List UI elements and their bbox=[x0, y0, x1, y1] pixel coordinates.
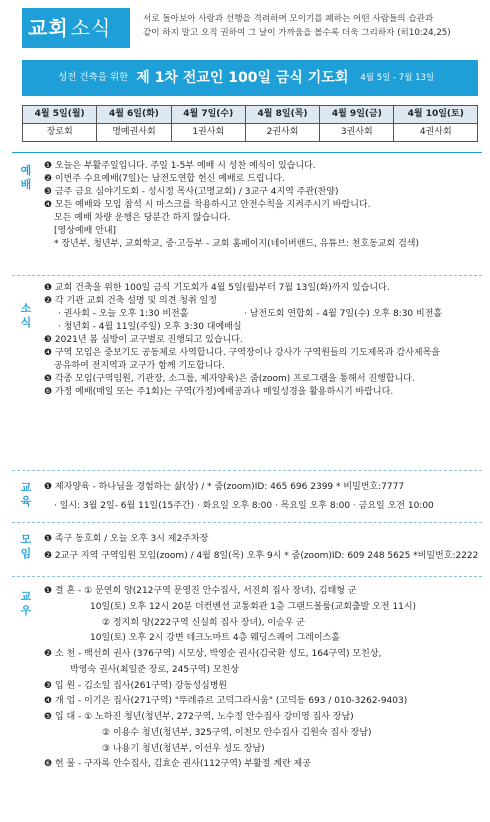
enlist-item-1: ❺ 입 대 - ① 노하진 청년(청년부, 272구역, 노수정 안수집사 강미영 집사 장남) bbox=[44, 712, 354, 722]
title-char: 임 bbox=[20, 546, 32, 560]
worship-body bbox=[44, 160, 484, 251]
scripture-quote bbox=[143, 13, 478, 41]
title-char: 식 bbox=[20, 315, 32, 329]
news-item-4: ❹ 구역 모임은 중보기도 공동체로 사역합니다. 구역장이나 강사가 구역원들의 기도제목과 감사제목을 bbox=[44, 348, 440, 359]
divider bbox=[12, 470, 482, 471]
education-item-1: ❶ 제자양육 - 하나님을 경험하는 삶(상) / * 줌(zoom)ID: 465 696 2399 * 비밀번호:7777 bbox=[44, 482, 405, 492]
header bbox=[0, 0, 490, 60]
divider bbox=[12, 522, 482, 523]
education-item-1b: · 일시: 3월 2일- 6월 11일(15주간) · 화요일 오후 8:00 · 목요일 오후 8:00 · 금요일 오전 10:00 bbox=[54, 501, 434, 512]
wedding-item-1b: 10일(토) 오후 12시 20분 더컨벤션 교통회관 1층 그랜드볼룸(교회출발 오전 11시) bbox=[90, 601, 417, 612]
banner-title: 제 1차 전교인 100일 금식 기도회 bbox=[136, 69, 349, 86]
meeting-body bbox=[44, 533, 484, 563]
divider bbox=[12, 152, 482, 153]
funeral-item: ❷ 소 천 - 백선희 권사 (376구역) 시모상, 박영순 권사(김국환 성도, 164구역) 모친상, bbox=[44, 649, 382, 659]
opening-item: ❹ 개 업 - 이기은 집사(271구역) "뚜레쥬르 고덕그라시움" (고덕동 693 / 010-3262-9403) bbox=[44, 696, 408, 707]
video-worship-heading: [영상예배 안내] bbox=[54, 226, 117, 237]
title-char: 소 bbox=[20, 302, 32, 315]
wedding-item-2b: 10일(토) 오후 2시 강변 테크노마트 4층 웨딩스퀘어 그레이스홀 bbox=[90, 633, 340, 644]
church-news-badge bbox=[22, 8, 130, 48]
news-item-2a bbox=[44, 308, 484, 321]
day-cell: 4월 7일(수) bbox=[171, 106, 245, 124]
banner-pre: 성전 건축을 위한 bbox=[58, 72, 129, 84]
schedule-men: · 남전도회 연합회 - 4월 7일(수) 오후 8:30 비전홀 bbox=[244, 309, 443, 320]
banner-dates: 4월 5일 - 7월 13일 bbox=[360, 72, 435, 83]
prayer-schedule-table bbox=[22, 105, 478, 142]
fellowship-body bbox=[44, 584, 484, 773]
funeral-item-b: 박영숙 권사(최일준 장로, 245구역) 모친상 bbox=[70, 664, 239, 675]
hospital-item: ❸ 입 원 - 김소일 집사(261구역) 강동성심병원 bbox=[44, 680, 228, 691]
title-char: 모 bbox=[20, 533, 32, 546]
day-cell: 4월 5일(월) bbox=[23, 106, 97, 124]
schedule-deaconess: · 권사회 - 오늘 오후 1:30 비전홀 bbox=[58, 309, 189, 320]
table-row bbox=[23, 106, 478, 124]
group-cell: 4권사회 bbox=[394, 124, 478, 142]
fellowship-title bbox=[18, 590, 34, 618]
worship-item-1: ❶ 오늘은 부활주일입니다. 주일 1-5부 예배 시 성찬 예식이 있습니다. bbox=[44, 161, 316, 171]
worship-title bbox=[18, 164, 34, 192]
wedding-item-1: ❶ 결 혼 - ① 문연희 양(212구역 문영진 안수집사, 서진희 집사 장녀), 김태형 군 bbox=[44, 586, 357, 596]
group-cell: 3권사회 bbox=[320, 124, 394, 142]
news-item-6: ❻ 가정 예배(매일 또는 주1회)는 구역(가정)예배공과나 매일성경을 활용하시기 바랍니다. bbox=[44, 387, 394, 398]
group-cell: 장로회 bbox=[23, 124, 97, 142]
video-worship-info: * 장년부, 청년부, 교회학교, 중·고등부 - 교회 홈페이지(네이버밴드, 유튜브: 천호동교회 검색) bbox=[54, 239, 420, 250]
title-char: 우 bbox=[20, 603, 32, 617]
quote-line-2: 같이 하지 말고 오직 권하여 그 날이 가까움을 볼수록 더욱 그리하자 (히10:24,25) bbox=[143, 27, 451, 38]
fasting-prayer-banner bbox=[22, 60, 478, 96]
enlist-item-2: ② 이용수 청년(청년부, 325구역, 이천모 안수집사 김원숙 집사 장남) bbox=[102, 727, 372, 738]
meeting-item-1: ❶ 족구 동호회 / 오늘 오후 3시 제2주차장 bbox=[44, 534, 209, 544]
title-char: 교 bbox=[20, 590, 32, 603]
worship-item-3: ❸ 금주 금요 심야기도회 - 성시정 목사(고명교회) / 3교구 4지역 주관(찬양) bbox=[44, 187, 339, 198]
title-char: 육 bbox=[20, 494, 32, 508]
day-cell: 4월 8일(목) bbox=[245, 106, 319, 124]
worship-item-4b: 모든 예배 차량 운행은 당분간 하지 않습니다. bbox=[54, 213, 231, 224]
title-char: 교 bbox=[20, 481, 32, 494]
group-cell: 2권사회 bbox=[245, 124, 319, 142]
meeting-item-2: ❷ 2교구 지역 구역임원 모임(zoom) / 4월 8일(목) 오후 9시 * 줌(zoom)ID: 609 248 5625 *비밀번호:2222 bbox=[44, 551, 479, 562]
news-item-2b: · 청년회 - 4월 11일(주일) 오후 3:30 대예배실 bbox=[58, 322, 242, 333]
worship-item-4: ❹ 모든 예배와 모임 참석 시 마스크를 착용하시고 안전수칙을 지켜주시기 바랍니다. bbox=[44, 200, 371, 211]
education-title bbox=[18, 481, 34, 509]
badge-bold: 교회 bbox=[28, 15, 69, 40]
meeting-title bbox=[18, 533, 34, 561]
divider bbox=[12, 576, 482, 577]
title-char: 배 bbox=[20, 177, 32, 191]
news-item-2: ❷ 각 기관 교회 건축 설명 및 의견 청취 일정 bbox=[44, 296, 217, 307]
title-char: 예 bbox=[20, 164, 32, 177]
group-cell: 1권사회 bbox=[171, 124, 245, 142]
quote-line-1: 서로 돌아보아 사랑과 선행을 격려하며 모이기를 폐하는 어떤 사람들의 습관과 bbox=[143, 14, 434, 24]
wedding-item-2: ② 정지희 양(222구역 신실희 집사 장녀), 이승우 군 bbox=[102, 617, 305, 628]
worship-item-2: ❷ 이번주 수요예배(7일)는 남전도연합 헌신 예배로 드립니다. bbox=[44, 174, 285, 185]
news-item-1: ❶ 교회 건축을 위한 100일 금식 기도회가 4월 5일(월)부터 7월 13일(화)까지 있습니다. bbox=[44, 283, 390, 293]
day-cell: 4월 6일(화) bbox=[97, 106, 171, 124]
enlist-item-3: ③ 나용기 청년(청년부, 이선우 성도 장남) bbox=[102, 743, 265, 754]
news-title bbox=[18, 302, 34, 330]
divider bbox=[12, 275, 482, 276]
day-cell: 4월 10일(토) bbox=[394, 106, 478, 124]
day-cell: 4월 9일(금) bbox=[320, 106, 394, 124]
group-cell: 명예권사회 bbox=[97, 124, 171, 142]
news-item-5: ❺ 각종 모임(구역임원, 기관장, 소그룹, 제자양육)은 줌(zoom) 프로그램을 통해서 진행합니다. bbox=[44, 374, 415, 385]
news-body bbox=[44, 282, 484, 399]
table-row bbox=[23, 124, 478, 142]
badge-light: 소식 bbox=[70, 15, 112, 40]
news-item-4b: 공유하여 전지역과 교구가 함께 기도합니다. bbox=[54, 361, 225, 372]
donation-item: ❻ 헌 물 - 구자록 안수집사, 김효순 권사(112구역) 부활절 계란 제공 bbox=[44, 759, 311, 770]
news-item-3: ❸ 2021년 봄 심방이 교구별로 진행되고 있습니다. bbox=[44, 335, 243, 346]
education-body bbox=[44, 481, 484, 513]
